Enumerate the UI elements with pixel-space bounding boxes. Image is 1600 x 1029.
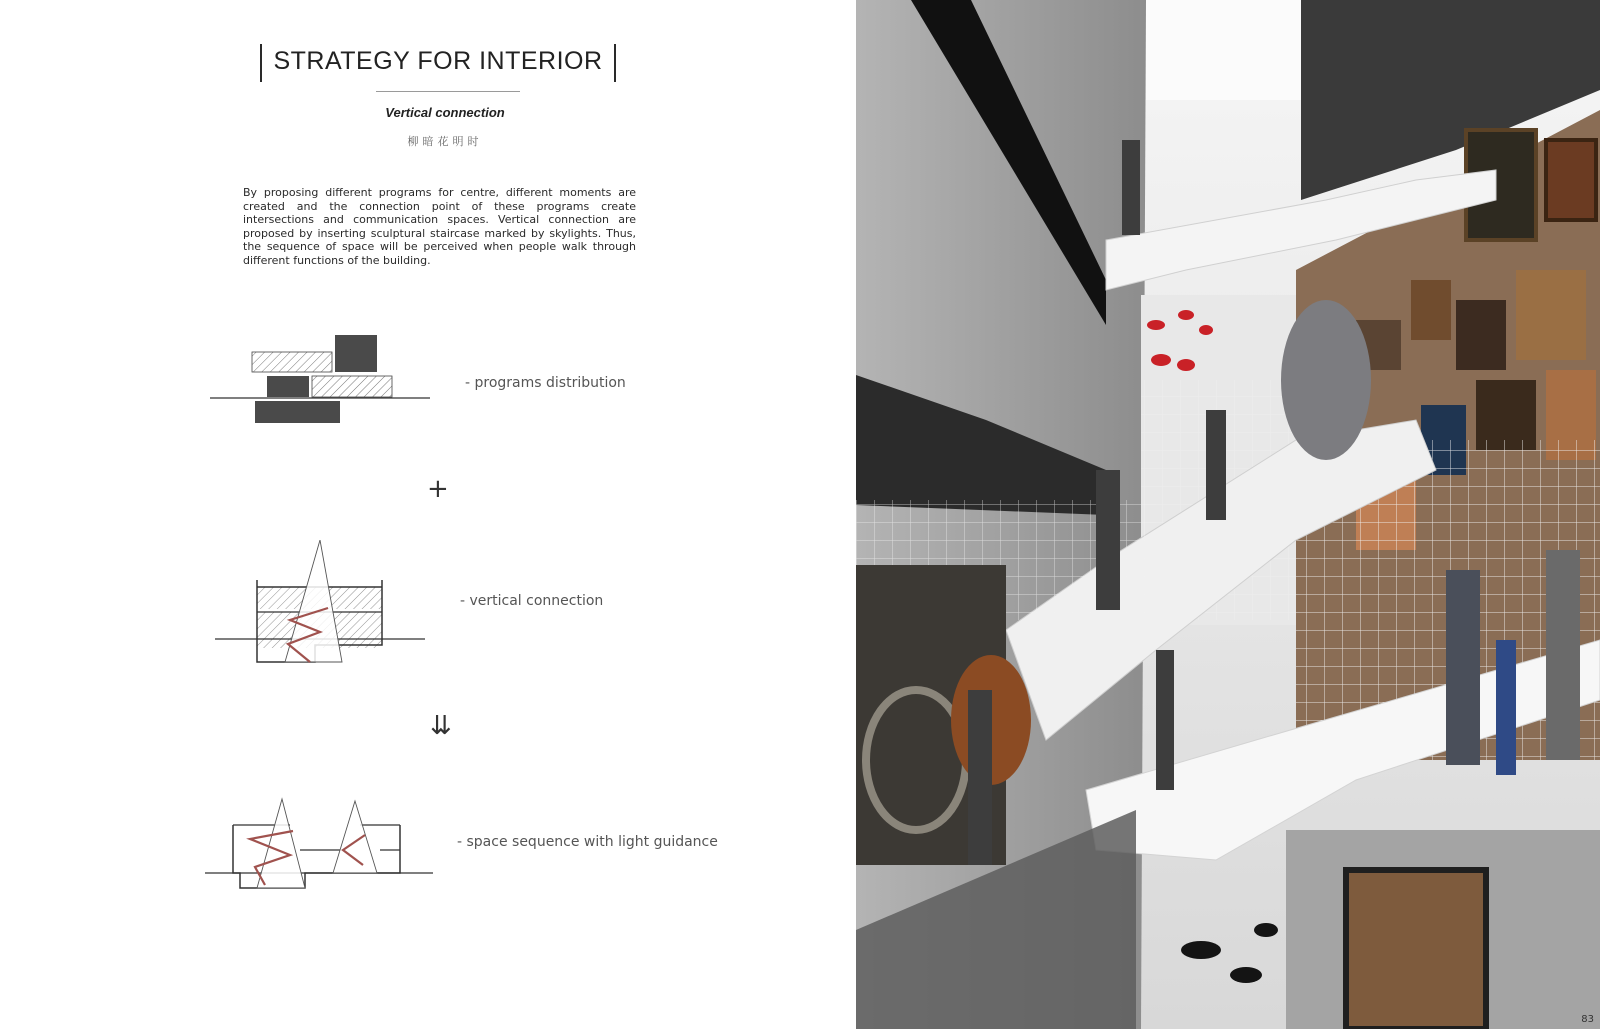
subtitle: Vertical connection: [385, 105, 505, 120]
rendering-image: [856, 0, 1600, 1029]
programs-distribution-diagram: [205, 335, 435, 435]
plus-symbol: +: [427, 474, 449, 504]
program-block-dark-base: [255, 401, 340, 423]
bottom-painting: [1346, 870, 1486, 1029]
program-block-dark-mid: [267, 376, 309, 397]
title-divider: [376, 91, 520, 92]
atrium-rendering: [856, 0, 1600, 1029]
vertical-connection-diagram: [210, 540, 430, 665]
chinese-phrase: 柳暗花明时: [407, 135, 483, 148]
sculpture: [1281, 300, 1371, 460]
page-number: 83: [1581, 1014, 1594, 1025]
program-block-hatched-top: [252, 352, 332, 372]
diagram-label-sequence: - space sequence with light guidance: [457, 834, 718, 850]
title-right-bar: [614, 44, 616, 82]
space-sequence-diagram: [205, 795, 435, 890]
program-block-dark-top: [335, 335, 377, 372]
diagram-label-programs: - programs distribution: [465, 375, 626, 391]
diagram-label-vertical: - vertical connection: [460, 593, 604, 609]
down-arrows-symbol: ⇊: [430, 711, 452, 741]
title-block: [260, 44, 616, 82]
page-title: STRATEGY FOR INTERIOR: [273, 47, 603, 75]
skylight-cone-right: [333, 801, 377, 873]
body-paragraph: By proposing different programs for centre, different moments are created and the connection point of these programs create intersections and communication spaces. Vertical connection are proposed by inserting sculptural staircase marked by skylights. Thus, the sequence of space will be perceived when people walk through different functions of the building.: [243, 186, 636, 267]
program-block-hatched-mid: [312, 376, 392, 397]
section-outline: [233, 825, 400, 888]
skylight: [1146, 0, 1306, 100]
